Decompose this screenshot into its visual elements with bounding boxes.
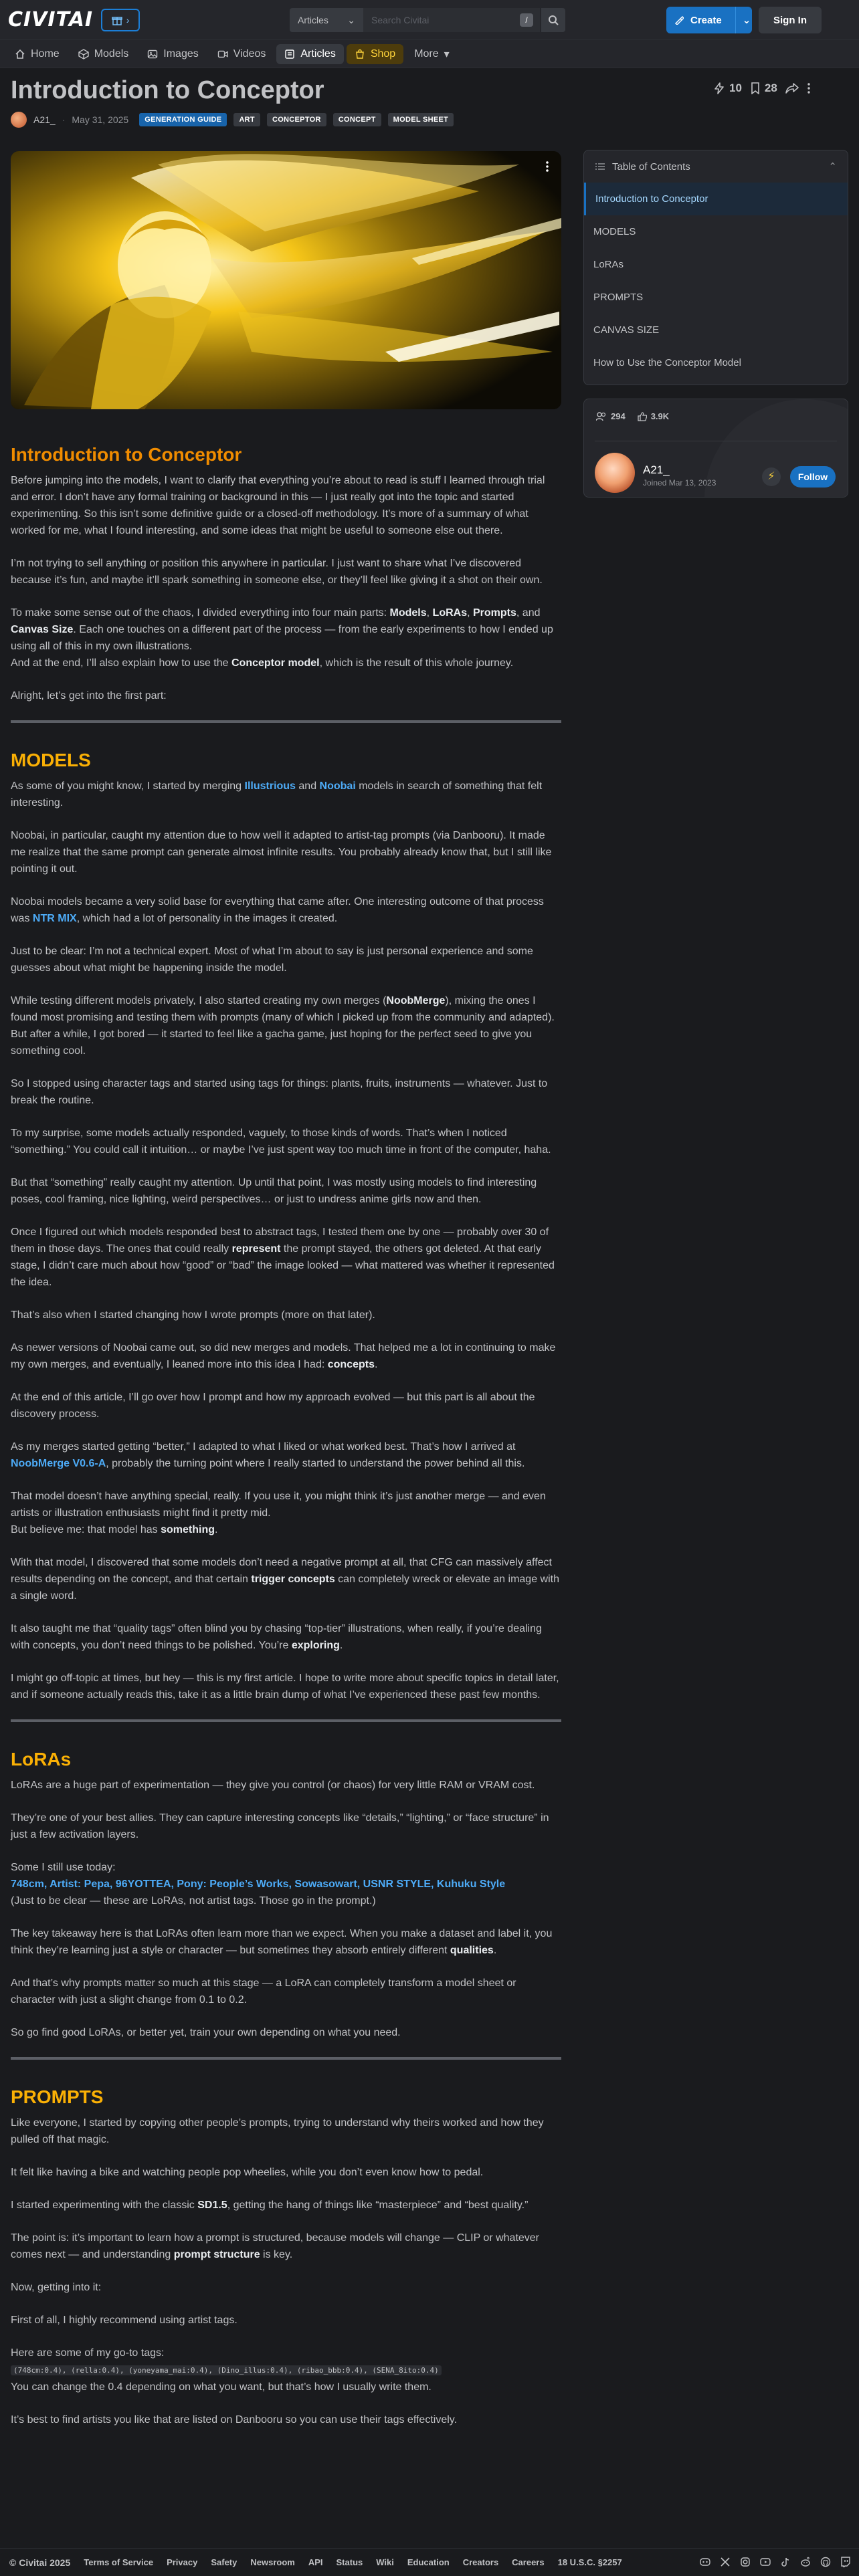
section-divider xyxy=(11,2057,561,2060)
create-button[interactable] xyxy=(666,7,752,33)
chevron-up-icon: ⌃ xyxy=(828,161,837,173)
nav-more-label: More xyxy=(414,47,439,60)
paragraph: Like everyone, I started by copying other people’s prompts, trying to understand why theirs worked and how they pulled off that magic. xyxy=(11,2117,544,2145)
share-button[interactable] xyxy=(785,82,799,94)
paragraph: To my surprise, some models actually responded, vaguely, to those kinds of words. That’s when I noticed “something.” You could call it intuition… or maybe I’ve just spent way too much time in front of the computer, haha. xyxy=(11,1128,551,1156)
section-heading-loras: LoRAs xyxy=(11,1749,72,1769)
followers-stat xyxy=(596,411,626,421)
tip-button[interactable]: ⚡ xyxy=(762,467,781,486)
paragraph: Some I still use today: 748cm, Artist: Pepa, 96YOTTEA, Pony: People’s Works, Sowasowart, USNR STYLE, Kuhuku Style (Just to be clear — these are LoRAs, not artist tags. Those go in the prompt.) xyxy=(11,1862,506,1907)
chevron-down-icon: ▾ xyxy=(444,48,450,60)
paragraph: To make some sense out of the chaos, I divided everything into four main parts: Models, LoRAs, Prompts, and Canvas Size. Each one touches on a different part of the process — from the early experiments to how I ended up using all of this in my own illustrations. And at the end, I’ll also explain how to use the Conceptor model, which is the result of this whole journey. xyxy=(11,607,553,669)
search-bar xyxy=(290,8,565,32)
paragraph: It’s best to find artists you like that are listed on Danbooru so you can use their tags effectively. xyxy=(11,2414,458,2426)
nav-videos-label: Videos xyxy=(233,47,266,60)
create-label: Create xyxy=(690,14,722,26)
shop-icon xyxy=(355,49,365,60)
footer-copyright: © Civitai 2025 xyxy=(9,2557,71,2568)
box-icon xyxy=(78,49,89,60)
paragraph: Now, getting into it: xyxy=(11,2282,102,2293)
nav-home-label: Home xyxy=(31,47,60,60)
nav-videos[interactable] xyxy=(209,44,274,64)
footer-link-status[interactable]: Status xyxy=(336,2557,363,2567)
article-body xyxy=(11,441,561,2444)
footer-link-safety[interactable]: Safety xyxy=(211,2557,237,2567)
nav-images[interactable] xyxy=(139,44,206,64)
toc-item-how-to-use[interactable]: How to Use the Conceptor Model xyxy=(593,357,741,368)
footer-link-wiki[interactable]: Wiki xyxy=(376,2557,394,2567)
main-nav xyxy=(0,40,859,68)
toc-header[interactable] xyxy=(584,150,848,183)
tag-conceptor[interactable]: CONCEPTOR xyxy=(267,113,326,126)
likes-count: 3.9K xyxy=(650,411,670,421)
toc-item-loras[interactable]: LoRAs xyxy=(593,259,624,270)
image-icon xyxy=(147,49,158,60)
section-heading-prompts: PROMPTS xyxy=(11,2086,104,2107)
footer-link-privacy[interactable]: Privacy xyxy=(167,2557,198,2567)
bookmark-count: 28 xyxy=(764,82,777,94)
search-input[interactable] xyxy=(363,8,540,32)
tag-art[interactable]: ART xyxy=(233,113,260,126)
paragraph: LoRAs are a huge part of experimentation — they give you control (or chaos) for very little RAM or VRAM cost. xyxy=(11,1780,535,1791)
list-icon xyxy=(595,161,605,172)
paragraph: Just to be clear: I’m not a technical expert. Most of what I’m about to say is just personal experience and some guesses about what might be happening inside the model. xyxy=(11,946,533,974)
author-joined-date: Joined Mar 13, 2023 xyxy=(643,478,717,488)
search-scope-select[interactable] xyxy=(290,8,363,32)
search-hotkey-badge: / xyxy=(520,13,533,27)
nav-articles[interactable] xyxy=(276,44,343,64)
toc-item-canvas-size[interactable]: CANVAS SIZE xyxy=(593,324,660,336)
nav-shop-label: Shop xyxy=(370,47,396,60)
toc-item-introduction[interactable]: Introduction to Conceptor xyxy=(584,183,848,215)
x-twitter-icon[interactable] xyxy=(720,2557,731,2567)
link-noobmerge-v06a[interactable]: NoobMerge V0.6-A xyxy=(11,1458,106,1469)
paragraph: The key takeaway here is that LoRAs often learn more than we expect. When you make a dataset and label it, you think they’re learning just a style or character — but sometimes they absorb entirely different qualities. xyxy=(11,1928,553,1956)
paragraph: Before jumping into the models, I want to clarify that everything you’re about to read is stuff I learned through trial and error. I don’t have any formal training or background in this — I just really got into the topic and started experimenting. So this isn’t some definitive guide or a closed-off methodology. It’s more of a summary of what worked for me, what I found interesting, and some ideas that might be useful to someone else out there. xyxy=(11,475,545,536)
nav-articles-label: Articles xyxy=(300,47,336,60)
toc-item-prompts[interactable]: PROMPTS xyxy=(593,292,644,303)
brush-icon xyxy=(674,15,684,25)
paragraph: Noobai, in particular, caught my attention due to how well it adapted to artist-tag prompts (via Danbooru). It made me realize that the same prompt can generate almost infinite results. You probably already know that, but I still like pointing it out. xyxy=(11,830,552,875)
table-of-contents xyxy=(583,150,848,385)
avatar[interactable] xyxy=(11,112,27,128)
section-heading-models: MODELS xyxy=(11,750,91,770)
footer-link-careers[interactable]: Careers xyxy=(512,2557,545,2567)
follow-button[interactable]: Follow xyxy=(790,466,836,488)
section-heading-introduction: Introduction to Conceptor xyxy=(11,444,242,465)
buzz-button[interactable] xyxy=(713,82,742,95)
thumb-up-icon xyxy=(638,412,647,421)
cover-artwork xyxy=(11,151,561,409)
paragraph: I started experimenting with the classic SD1.5, getting the hang of things like “masterpiece” and “best quality.” xyxy=(11,2199,529,2211)
nav-home[interactable] xyxy=(7,44,68,64)
chevron-down-icon: ⌄ xyxy=(347,14,355,25)
paragraph: Noobai models became a very solid base for everything that came after. One interesting outcome of that process was NTR MIX, which had a lot of personality in the images it created. xyxy=(11,896,544,924)
nav-shop[interactable] xyxy=(347,44,403,64)
paragraph: So I stopped using character tags and started using tags for things: plants, fruits, instruments — whatever. Just to break the routine. xyxy=(11,1078,548,1106)
share-icon xyxy=(785,82,799,94)
page-title: Introduction to Conceptor xyxy=(11,76,324,104)
link-illustrious[interactable]: Illustrious xyxy=(244,780,296,792)
artist-tags-code: (748cm:0.4), (rella:0.4), (yoneyama_mai:0.4), (Dino_illus:0.4), (ribao_bbb:0.4), (SENA_8ito:0.4) xyxy=(11,2365,442,2375)
users-icon xyxy=(596,412,607,421)
chevron-right-icon: › xyxy=(126,14,130,25)
reddit-icon[interactable] xyxy=(800,2557,811,2567)
dots-vertical-icon xyxy=(807,82,811,94)
author-stats xyxy=(596,411,669,421)
paragraph: As my merges started getting “better,” I adapted to what I liked or what worked best. That’s how I arrived at NoobMerge V0.6-A, probably the turning point where I really started to understand the power behind all this. xyxy=(11,1441,525,1469)
toc-item-models[interactable]: MODELS xyxy=(593,226,636,237)
cover-image[interactable] xyxy=(11,151,561,409)
likes-stat xyxy=(638,411,669,421)
image-menu-button[interactable] xyxy=(545,160,549,176)
top-bar xyxy=(0,0,859,40)
nav-models-label: Models xyxy=(94,47,129,60)
civitai-logo[interactable] xyxy=(8,8,93,31)
create-divider xyxy=(735,7,736,33)
paragraph: Once I figured out which models responded best to abstract tags, I tested them one by one — probably over 30 of them in those days. The ones that could really represent the prompt stayed, the others got deleted. At that early stage, I didn’t care much about how “good” or “bad” the image looked — what mattered was whether it represented the idea. xyxy=(11,1226,555,1288)
paragraph: I might go off-topic at times, but hey — this is my first article. I hope to write more about specific topics in detail later, and if someone actually reads this, take it as a little brain dump of what I’ve experienced these past few months. xyxy=(11,1673,559,1701)
article-icon xyxy=(284,49,295,60)
tag-generation-guide[interactable]: GENERATION GUIDE xyxy=(139,113,227,126)
post-date: May 31, 2025 xyxy=(72,114,129,125)
search-button[interactable] xyxy=(541,8,565,32)
paragraph: But that “something” really caught my attention. Up until that point, I was mostly using models to find interesting poses, cool framing, nice lighting, weird perspectives… or just to undress anime girls now and then. xyxy=(11,1177,537,1205)
paragraph: So go find good LoRAs, or better yet, train your own depending on what you need. xyxy=(11,2027,401,2038)
bookmark-icon xyxy=(750,82,761,94)
paragraph: It also taught me that “quality tags” often blind you by chasing “top-tier” illustrations, when really, if you’re dealing with concepts, you don’t need things to be polished. You’re exploring. xyxy=(11,1623,542,1651)
footer xyxy=(0,2548,859,2576)
bookmark-button[interactable] xyxy=(750,82,777,95)
gift-icon xyxy=(112,15,122,25)
link-ntr-mix[interactable]: NTR MIX xyxy=(32,913,77,924)
social-icons xyxy=(700,2557,851,2567)
gift-button[interactable] xyxy=(101,9,140,31)
section-divider xyxy=(11,720,561,723)
youtube-icon[interactable] xyxy=(760,2557,771,2567)
bullet-separator: · xyxy=(62,114,66,125)
home-icon xyxy=(15,49,25,60)
paragraph: While testing different models privately, I also started creating my own merges (NoobMerge), mixing the ones I found most promising and testing them with prompts (many of which I picked up from the community and adapted). But after a while, I got bored — it started to feel like a gacha game, just hoping for the perfect seed to give you something cool. xyxy=(11,995,555,1057)
footer-link-creators[interactable]: Creators xyxy=(462,2557,499,2567)
footer-link-education[interactable]: Education xyxy=(407,2557,450,2567)
video-icon xyxy=(217,49,228,60)
paragraph: They’re one of your best allies. They can capture interesting concepts like “details,” “lighting,” or “face structure” in just a few activation layers. xyxy=(11,1812,549,1840)
lora-links[interactable]: 748cm, Artist: Pepa, 96YOTTEA, Pony: People’s Works, Sowasowart, USNR STYLE, Kuhuku Style xyxy=(11,1879,506,1890)
author-name[interactable]: A21_ xyxy=(33,114,56,125)
post-actions xyxy=(713,82,811,95)
section-divider xyxy=(11,1719,561,1722)
link-noobai[interactable]: Noobai xyxy=(319,780,356,792)
paragraph: At the end of this article, I’ll go over how I prompt and how my approach evolved — but this part is all about the discovery process. xyxy=(11,1392,535,1420)
author-avatar[interactable] xyxy=(595,453,635,493)
chevron-down-icon[interactable]: ⌄ xyxy=(742,15,751,26)
tag-model-sheet[interactable]: MODEL SHEET xyxy=(388,113,454,126)
paragraph: I’m not trying to sell anything or position this anywhere in particular. I just want to share what I’ve discovered because it’s fun, and maybe it’ll spark something in someone else, or they’ll feel like giving it a shot on their own. xyxy=(11,558,543,586)
search-icon xyxy=(548,15,559,25)
paragraph: As newer versions of Noobai came out, so did new merges and models. That helped me a lot in continuing to make my own merges, and eventually, I leaned more into this idea I had: concepts. xyxy=(11,1342,556,1370)
footer-link-newsroom[interactable]: Newsroom xyxy=(250,2557,295,2567)
author-card-name[interactable]: A21_ xyxy=(643,463,670,476)
paragraph: That model doesn’t have anything special, really. If you use it, you might think it’s just another merge — and even artists or illustration enthusiasts might find it pretty mid. But believe me: that model has something. xyxy=(11,1491,546,1535)
paragraph: With that model, I discovered that some models don’t need a negative prompt at all, that CFG can massively affect results depending on the concept, and that certain trigger concepts can completely wreck or elevate an image with a single word. xyxy=(11,1557,559,1602)
footer-link-2257[interactable]: 18 U.S.C. §2257 xyxy=(557,2557,622,2567)
discord-icon[interactable] xyxy=(700,2557,710,2567)
footer-link-terms[interactable]: Terms of Service xyxy=(84,2557,154,2567)
logo-text: CIVITAI xyxy=(8,8,94,31)
paragraph: It felt like having a bike and watching people pop wheelies, while you don’t even know how to pedal. xyxy=(11,2167,484,2178)
nav-more[interactable] xyxy=(406,44,457,64)
github-icon[interactable] xyxy=(820,2557,831,2567)
dots-vertical-icon xyxy=(545,160,549,173)
paragraph: First of all, I highly recommend using artist tags. xyxy=(11,2315,237,2326)
sign-in-button[interactable]: Sign In xyxy=(759,7,822,33)
paragraph: The point is: it’s important to learn how a prompt is structured, because models will change — CLIP or whatever comes next — and understanding prompt structure is key. xyxy=(11,2232,540,2260)
tiktok-icon[interactable] xyxy=(780,2557,791,2567)
paragraph: And that’s why prompts matter so much at this stage — a LoRA can completely transform a model sheet or character with just a slight change from 0.1 to 0.2. xyxy=(11,1977,516,2006)
followers-count: 294 xyxy=(611,411,626,421)
paragraph: As some of you might know, I started by merging Illustrious and Noobai models in search of something that felt interesting. xyxy=(11,780,543,809)
nav-models[interactable] xyxy=(70,44,137,64)
instagram-icon[interactable] xyxy=(740,2557,751,2567)
toc-title: Table of Contents xyxy=(612,160,690,173)
post-meta xyxy=(11,112,454,128)
more-options-button[interactable] xyxy=(807,82,811,94)
bolt-icon xyxy=(713,82,725,94)
footer-link-api[interactable]: API xyxy=(308,2557,323,2567)
tag-concept[interactable]: CONCEPT xyxy=(333,113,381,126)
paragraph: Alright, let’s get into the first part: xyxy=(11,690,167,702)
paragraph: Here are some of my go-to tags: (748cm:0.4), (rella:0.4), (yoneyama_mai:0.4), (Dino_illus:0.4), (ribao_bbb:0.4), (SENA_8ito:0.4) You can change the 0.4 depending on what you want, but that’s how I usually write them. xyxy=(11,2345,561,2395)
buzz-count: 10 xyxy=(729,82,742,94)
twitch-icon[interactable] xyxy=(840,2557,851,2567)
author-card xyxy=(583,399,848,498)
search-scope-label: Articles xyxy=(298,15,328,25)
paragraph: That’s also when I started changing how I wrote prompts (more on that later). xyxy=(11,1309,375,1321)
nav-images-label: Images xyxy=(163,47,199,60)
